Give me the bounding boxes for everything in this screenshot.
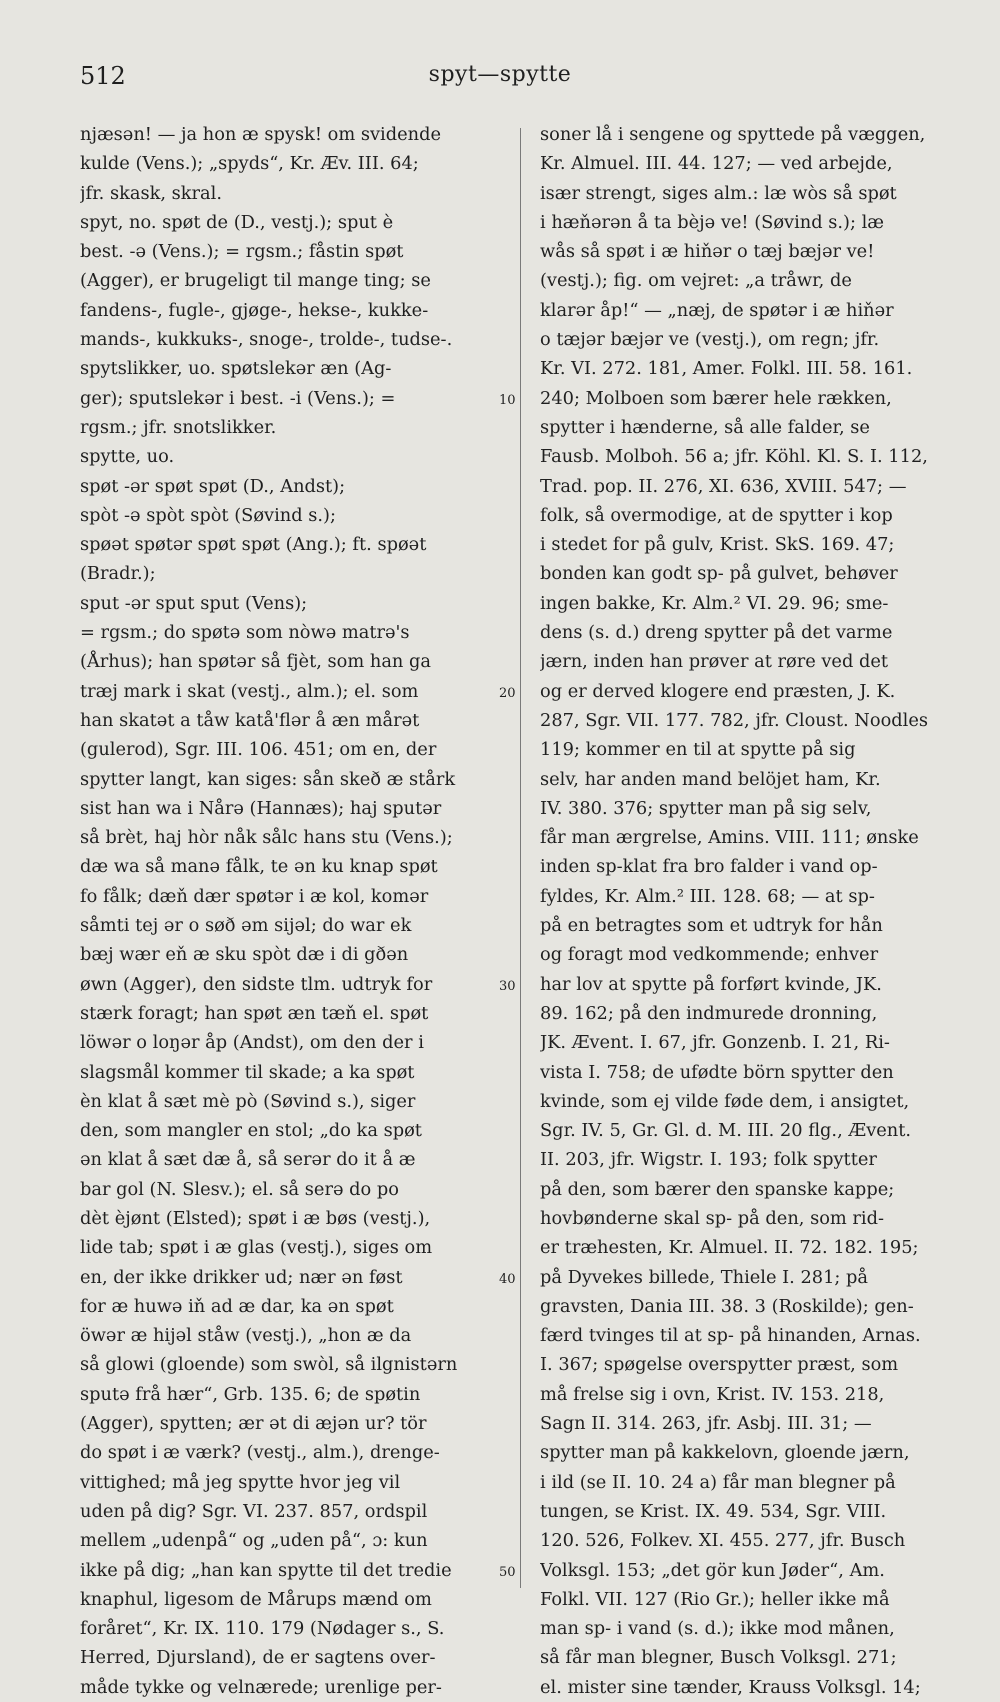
text-line: Folkl. VII. 127 (Rio Gr.); heller ikke må (540, 1588, 890, 1610)
text-line: bonden kan godt sp- på gulvet, behøver (540, 563, 898, 585)
text-line: fandens-, fugle-, gjøge-, hekse-, kukke- (80, 299, 429, 321)
text-line: ger); sputslekər i best. -i (Vens.); = (80, 387, 396, 409)
column-rule (520, 128, 521, 1588)
text-line: lide tab; spøt i æ glas (vestj.), siges om (80, 1237, 433, 1259)
text-line: Trad. pop. II. 276, XI. 636, XVIII. 547; — (540, 475, 907, 497)
text-line: bar gol (N. Slesv.); el. så serə do po (80, 1178, 399, 1200)
text-line: dens (s. d.) dreng spytter på det varme (540, 622, 893, 644)
text-line: spytte, uo. (80, 446, 175, 468)
text-line: do spøt i æ værk? (vestj., alm.), drenge- (80, 1442, 440, 1464)
text-line: o tæjər bæjər ve (vestj.), om regn; jfr. (540, 329, 880, 351)
text-line: 240; Molboen som bærer hele rækken, (540, 387, 892, 409)
text-line: især strengt, siges alm.: læ wòs så spøt (540, 182, 897, 204)
text-line: JK. Ævent. I. 67, jfr. Gonzenb. I. 21, Ri- (540, 1032, 890, 1054)
text-line: (Agger), er brugeligt til mange ting; se (80, 270, 431, 292)
text-line: har lov at spytte på forført kvinde, JK. (540, 973, 882, 995)
text-line: vista I. 758; de ufødte börn spytter den (540, 1061, 894, 1083)
text-line: (Bradr.); (80, 563, 156, 585)
text-line: tungen, se Krist. IX. 49. 534, Sgr. VIII. (540, 1500, 887, 1522)
text-line: Herred, Djursland), de er sagtens over- (80, 1647, 436, 1669)
text-line: inden sp-klat fra bro falder i vand op- (540, 856, 878, 878)
running-head: spyt—spytte (428, 62, 572, 87)
text-line: wås så spøt i æ hiňər o tæj bæjər ve! (540, 241, 875, 263)
text-line: hovbønderne skal sp- på den, som rid- (540, 1207, 884, 1229)
text-line: så brèt, haj hòr nåk sålc hans stu (Vens.); (80, 827, 453, 849)
text-line: man sp- i vand (s. d.); ikke mod månen, (540, 1618, 895, 1640)
text-line: 119; kommer en til at spytte på sig (540, 739, 856, 761)
text-line: folk, så overmodige, at de spytter i kop (540, 504, 893, 526)
text-line: kulde (Vens.); „spyds“, Kr. Æv. III. 64; (80, 153, 419, 175)
line-number: 10 (499, 392, 516, 408)
text-line: måde tykke og velnærede; urenlige per- (80, 1676, 442, 1698)
text-line: Sagn II. 314. 263, jfr. Asbj. III. 31; — (540, 1413, 872, 1435)
text-line: löwər o loŋər åp (Andst), om den der i (80, 1032, 424, 1054)
text-line: på den, som bærer den spanske kappe; (540, 1178, 895, 1200)
text-line: spøət spøtər spøt spøt (Ang.); ft. spøət (80, 534, 427, 556)
text-line: i hæňərən å ta bèjə ve! (Søvind s.); læ (540, 211, 885, 233)
text-line: (gulerod), Sgr. III. 106. 451; om en, der (80, 739, 437, 761)
text-line: kvinde, som ej vilde føde dem, i ansigtet, (540, 1090, 910, 1112)
text-line: i ild (se II. 10. 24 a) får man blegner på (540, 1471, 896, 1493)
line-number: 20 (499, 685, 516, 701)
text-line: må frelse sig i ovn, Krist. IV. 153. 218, (540, 1383, 885, 1405)
text-line: spøt -ər spøt spøt (D., Andst); (80, 475, 346, 497)
text-line: sputə frå hær“, Grb. 135. 6; de spøtin (80, 1383, 421, 1405)
text-line: på en betragtes som et udtryk for hån (540, 915, 883, 937)
text-line: foråret“, Kr. IX. 110. 179 (Nødager s., S. (80, 1618, 445, 1640)
text-line: II. 203, jfr. Wigstr. I. 193; folk spytter (540, 1149, 877, 1171)
text-line: jfr. skask, skral. (80, 182, 222, 204)
text-line: stærk foragt; han spøt æn tæň el. spøt (80, 1002, 429, 1024)
text-line: ingen bakke, Kr. Alm.² VI. 29. 96; sme- (540, 592, 889, 614)
text-line: uden på dig? Sgr. VI. 237. 857, ordspil (80, 1500, 428, 1522)
text-line: soner lå i sengene og spyttede på væggen, (540, 124, 926, 145)
text-line: èn klat å sæt mè pò (Søvind s.), siger (80, 1090, 416, 1112)
text-line: öwər æ hijəl ståw (vestj.), „hon æ da (80, 1325, 412, 1347)
text-line: 120. 526, Folkev. XI. 455. 277, jfr. Busch (540, 1530, 906, 1552)
text-line: færd tvinges til at sp- på hinanden, Arnas. (540, 1325, 921, 1347)
text-line: Kr. VI. 272. 181, Amer. Folkl. III. 58. 161. (540, 358, 913, 380)
text-line: 89. 162; på den indmurede dronning, (540, 1002, 878, 1024)
text-line: spytter man på kakkelovn, gloende jærn, (540, 1442, 910, 1464)
text-line: gravsten, Dania III. 38. 3 (Roskilde); gen- (540, 1295, 914, 1317)
text-line: = rgsm.; do spøtə som nòwə matrə's (80, 622, 410, 644)
text-line: øwn (Agger), den sidste tlm. udtryk for (80, 973, 433, 995)
text-line: sput -ər sput sput (Vens); (80, 592, 308, 614)
text-line: spytter i hænderne, så alle falder, se (540, 416, 870, 438)
line-number: 30 (499, 978, 516, 994)
text-line: jærn, inden han prøver at røre ved det (540, 651, 889, 673)
text-line: knaphul, ligesom de Mårups mænd om (80, 1588, 432, 1610)
text-line: ən klat å sæt dæ å, så serər do it å æ (80, 1149, 416, 1171)
text-line: for æ huwə iň ad æ dar, ka ən spøt (80, 1295, 394, 1317)
text-line: fo fålk; dæň dær spøtər i æ kol, komər (80, 885, 429, 907)
text-line: Volksgl. 153; „det gör kun Jøder“, Am. (540, 1559, 885, 1581)
text-line: og er derved klogere end præsten, J. K. (540, 680, 896, 702)
text-line: 287, Sgr. VII. 177. 782, jfr. Cloust. Noodles (540, 709, 928, 731)
left-column (80, 120, 495, 1702)
text-line: Kr. Almuel. III. 44. 127; — ved arbejde, (540, 153, 893, 175)
text-line: selv, har anden mand belöjet ham, Kr. (540, 768, 881, 790)
text-line: Sgr. IV. 5, Gr. Gl. d. M. III. 20 flg., Ævent. (540, 1120, 912, 1142)
text-line: ikke på dig; „han kan spytte til det tredie (80, 1559, 452, 1581)
text-line: er træhesten, Kr. Almuel. II. 72. 182. 195; (540, 1237, 919, 1259)
text-line: spyt, no. spøt de (D., vestj.); sput è (80, 211, 394, 233)
text-line: vittighed; må jeg spytte hvor jeg vil (80, 1471, 401, 1493)
text-line: best. -ə (Vens.); = rgsm.; fåstin spøt (80, 241, 404, 263)
text-line: spòt -ə spòt spòt (Søvind s.); (80, 504, 336, 526)
page-number: 512 (80, 62, 126, 90)
text-line: spytter langt, kan siges: sån skeð æ stårk (80, 768, 456, 790)
text-line: rgsm.; jfr. snotslikker. (80, 416, 277, 438)
text-line: IV. 380. 376; spytter man på sig selv, (540, 797, 872, 819)
text-line: mands-, kukkuks-, snoge-, trolde-, tudse-. (80, 329, 453, 351)
line-number: 50 (499, 1564, 516, 1580)
line-number: 40 (499, 1271, 516, 1287)
text-line: Fausb. Molboh. 56 a; jfr. Köhl. Kl. S. I. 112, (540, 446, 928, 468)
text-line: en, der ikke drikker ud; nær ən føst (80, 1266, 403, 1288)
text-line: dæ wa så manə fålk, te ən ku knap spøt (80, 856, 438, 878)
text-line: sist han wa i Nårə (Hannæs); haj sputər (80, 797, 442, 819)
text-line: spytslikker, uo. spøtslekər æn (Ag- (80, 358, 392, 380)
text-line: (Agger), spytten; ær ət di æjən ur? tör (80, 1413, 427, 1435)
text-line: (vestj.); fig. om vejret: „a tråwr, de (540, 270, 852, 292)
text-line: fyldes, Kr. Alm.² III. 128. 68; — at sp- (540, 885, 875, 907)
text-line: dèt èjønt (Elsted); spøt i æ bøs (vestj.), (80, 1207, 431, 1229)
text-line: han skatət a tåw katå'flər å æn mårət (80, 709, 420, 731)
text-line: den, som mangler en stol; „do ka spøt (80, 1120, 422, 1142)
text-line: såmti tej ər o søð əm sijəl; do war ek (80, 915, 412, 937)
text-line: I. 367; spøgelse overspytter præst, som (540, 1354, 899, 1376)
text-line: (Århus); han spøtər så fjèt, som han ga (80, 651, 432, 673)
text-line: på Dyvekes billede, Thiele I. 281; på (540, 1266, 869, 1288)
text-line: så glowi (gloende) som swòl, så ilgnistərn (80, 1354, 458, 1376)
text-line: klarər åp!“ — „næj, de spøtər i æ hiňər (540, 299, 894, 321)
text-line: i stedet for på gulv, Krist. SkS. 169. 47; (540, 534, 895, 556)
text-line: njæsən! — ja hon æ spysk! om svidende (80, 124, 441, 145)
text-line: får man ærgrelse, Amins. VIII. 111; ønske (540, 827, 919, 849)
text-line: slagsmål kommer til skade; a ka spøt (80, 1061, 415, 1083)
text-line: træj mark i skat (vestj., alm.); el. som (80, 680, 419, 702)
right-column (540, 120, 970, 1702)
text-line: bæj wær eň æ sku spòt dæ i di gðən (80, 944, 409, 966)
text-line: og foragt mod vedkommende; enhver (540, 944, 879, 966)
text-line: mellem „udenpå“ og „uden på“, ɔ: kun (80, 1530, 428, 1552)
text-line: så får man blegner, Busch Volksgl. 271; (540, 1647, 897, 1669)
text-line: el. mister sine tænder, Krauss Volksgl. 14; (540, 1676, 921, 1698)
